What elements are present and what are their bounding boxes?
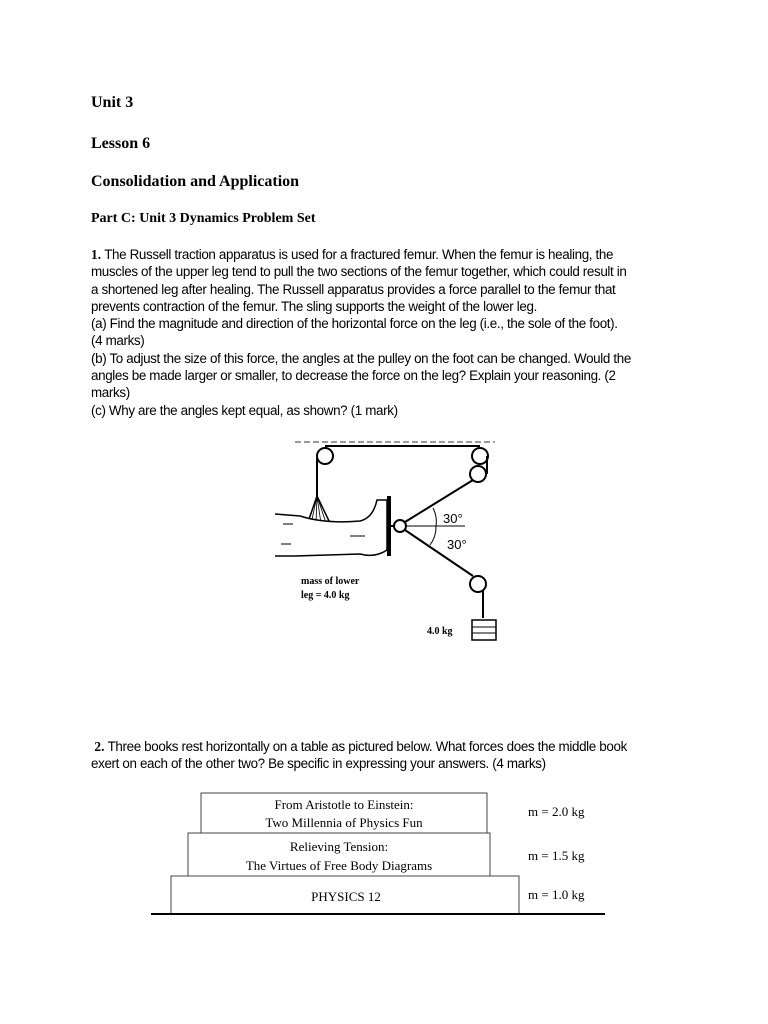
question-1-part-b-cont: angles be made larger or smaller, to decrease the force on the leg? Explain your reasoning. (2: [91, 368, 616, 384]
part-heading: Part C: Unit 3 Dynamics Problem Set: [91, 211, 316, 226]
weight-mass-label: 4.0 kg: [427, 626, 453, 637]
question-2-line-1: 2. Three books rest horizontally on a table as pictured below. What forces does the middle book: [94, 739, 627, 754]
question-2-number: 2.: [94, 739, 105, 754]
upper-rope: [405, 480, 473, 522]
book-middle-title-1: Relieving Tension:: [289, 839, 389, 854]
question-1-part-a: (a) Find the magnitude and direction of the horizontal force on the leg (i.e., the sole of the foot).: [91, 316, 618, 332]
question-1-number: 1.: [91, 247, 102, 262]
pulley-top-right-icon: [472, 448, 488, 464]
question-1-text: [91, 246, 691, 419]
angle-label-bottom: 30°: [447, 537, 467, 552]
pulley-lower-icon: [470, 576, 486, 592]
book-middle-mass: m = 1.5 kg: [528, 848, 585, 863]
question-1-part-b-marks: marks): [91, 385, 130, 401]
book-top-title-2: Two Millennia of Physics Fun: [265, 815, 423, 830]
book-bottom-title: PHYSICS 12: [311, 889, 381, 904]
question-1-line-4: prevents contraction of the femur. The sling supports the weight of the lower leg.: [91, 298, 537, 314]
pulley-top-left-icon: [317, 448, 333, 464]
angle-label-top: 30°: [443, 511, 463, 526]
question-1-part-c: (c) Why are the angles kept equal, as shown? (1 mark): [91, 402, 398, 418]
book-bottom-mass: m = 1.0 kg: [528, 887, 585, 902]
leg-mass-label-1: mass of lower: [301, 576, 360, 587]
foot-pulley-icon: [394, 520, 406, 532]
leg-mass-label-2: leg = 4.0 kg: [301, 590, 350, 601]
lesson-heading: Lesson 6: [91, 135, 151, 152]
question-1-part-b: (b) To adjust the size of this force, the angles at the pulley on the foot can be changed. Would the: [91, 350, 631, 366]
question-1-part-a-marks: (4 marks): [91, 333, 145, 349]
question-1-line-3: a shortened leg after healing. The Russell apparatus provides a force parallel to the femur that: [91, 281, 616, 297]
unit-heading: Unit 3: [91, 94, 134, 111]
traction-apparatus-figure: [265, 436, 505, 646]
section-title: Consolidation and Application: [91, 173, 300, 190]
question-1-line-1: 1. The Russell traction apparatus is used for a fractured femur. When the femur is healing, the: [91, 247, 614, 262]
book-top-title-1: From Aristotle to Einstein:: [274, 797, 414, 812]
question-2-line-2: exert on each of the other two? Be specific in expressing your answers. (4 marks): [91, 756, 546, 772]
books-figure: [150, 790, 610, 920]
book-top-mass: m = 2.0 kg: [528, 804, 585, 819]
foot-plate: [387, 496, 391, 556]
lower-leg: [275, 500, 387, 556]
book-middle-title-2: The Virtues of Free Body Diagrams: [245, 858, 433, 873]
question-2-text: [91, 738, 691, 773]
question-1-line-2: muscles of the upper leg tend to pull the two sections of the femur together, which could result in: [91, 264, 627, 280]
weight-block: [472, 620, 496, 640]
angle-arc-bottom: [430, 526, 436, 545]
angle-arc-top: [433, 508, 436, 526]
